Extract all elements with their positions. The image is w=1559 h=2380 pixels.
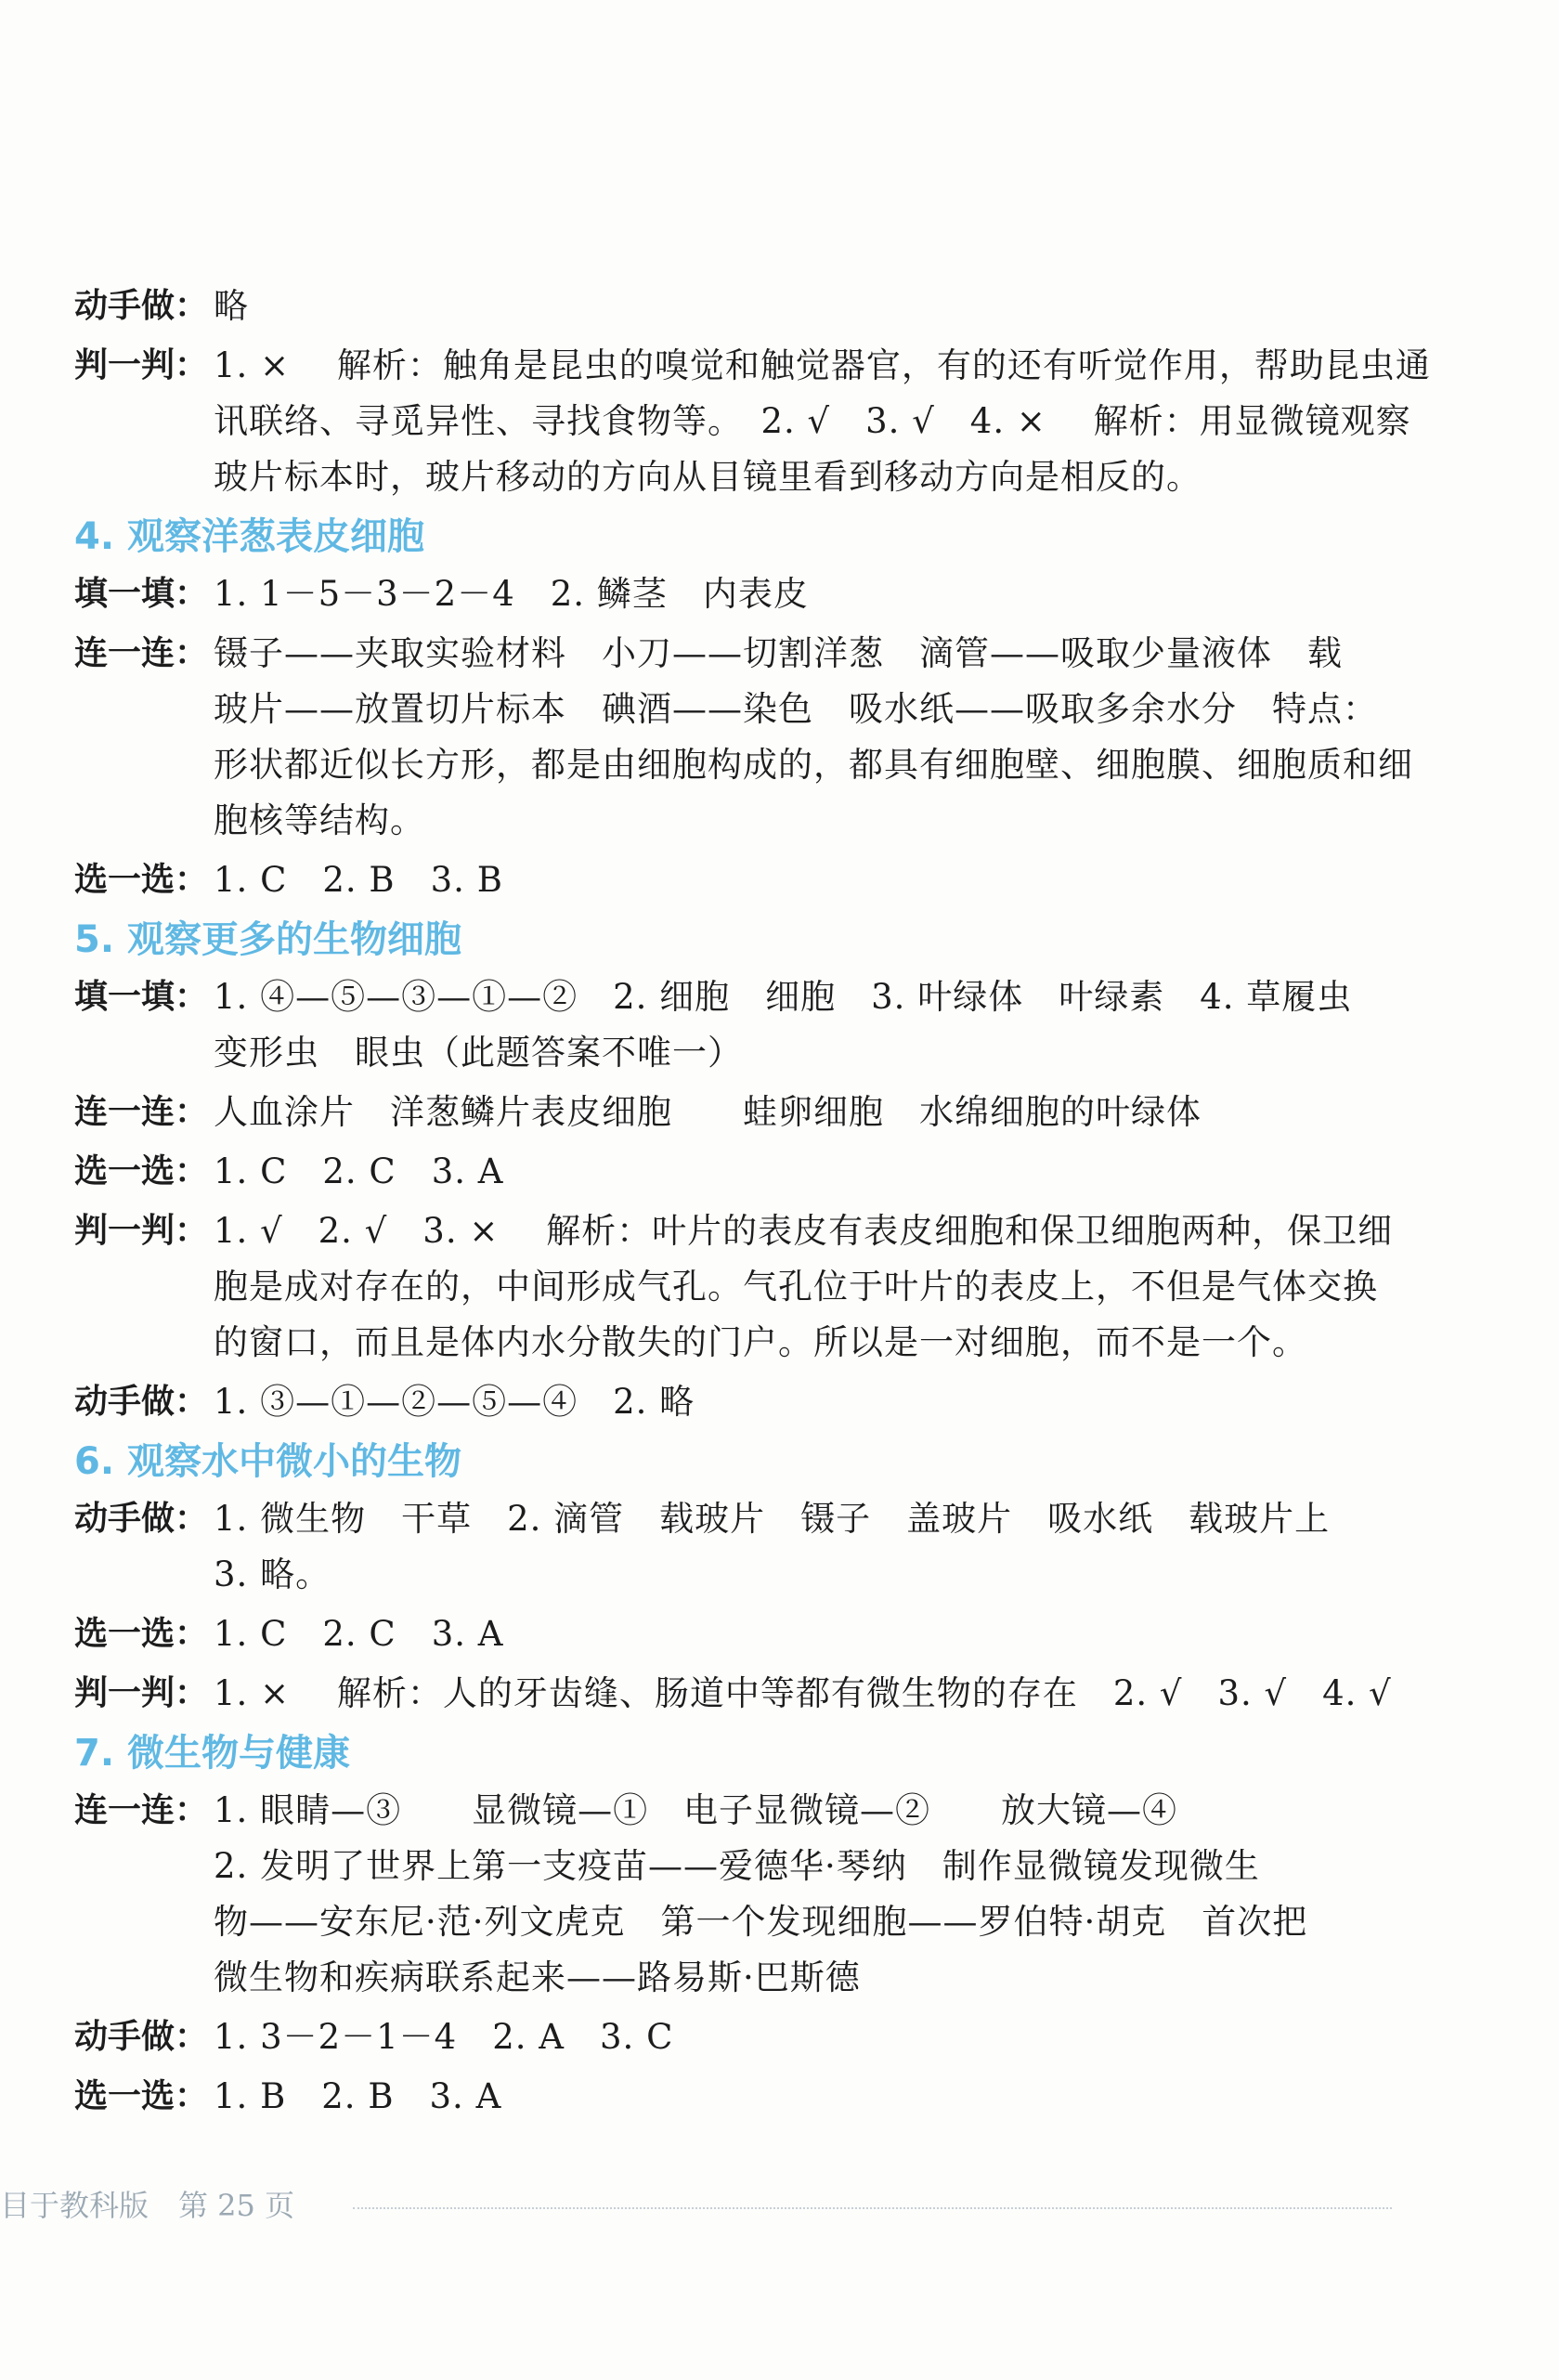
answer-line: 镊子——夹取实验材料 小刀——切割洋葱 滴管——吸取少量液体 载 [214, 633, 1343, 673]
question-type-label: 动手做： [74, 287, 209, 325]
question-type-label: 判一判： [74, 1674, 209, 1712]
question-type-label: 选一选： [74, 1615, 209, 1653]
answer-line: 玻片标本时，玻片移动的方向从目镜里看到移动方向是相反的。 [214, 457, 1202, 497]
answer-line: 物——安东尼·范·列文虎克 第一个发现细胞——罗伯特·胡克 首次把 [214, 1902, 1308, 1942]
answer-text [214, 1203, 1503, 1371]
section-heading: 5. 观察更多的生物细胞 [74, 918, 461, 961]
answer-row [74, 2009, 1503, 2065]
answer-line: 变形虫 眼虫（此题答案不唯一） [214, 1033, 743, 1073]
answer-text [214, 279, 1503, 334]
answer-text [214, 969, 1503, 1081]
answer-line: 1. × 解析：人的牙齿缝、肠道中等都有微生物的存在 2. √ 3. √ 4. √ [214, 1673, 1392, 1713]
answer-text [214, 852, 1503, 908]
answer-line: 1. 微生物 干草 2. 滴管 载玻片 镊子 盖玻片 吸水纸 载玻片上 [214, 1499, 1331, 1539]
question-type-label: 动手做： [74, 1383, 209, 1421]
answer-line: 1. C 2. C 3. A [214, 1614, 504, 1654]
answer-line: 形状都近似长方形，都是由细胞构成的，都具有细胞壁、细胞膜、细胞质和细 [214, 745, 1413, 785]
answer-line: 1. × 解析：触角是昆虫的嗅觉和触觉器官，有的还有听觉作用，帮助昆虫通 [214, 345, 1431, 385]
answer-row [74, 1783, 1503, 2006]
question-type-label: 填一填： [74, 575, 209, 613]
question-type-label: 连一连： [74, 1791, 209, 1829]
answer-row [74, 1666, 1503, 1722]
answer-text [214, 2069, 1503, 2125]
answer-row [74, 1085, 1503, 1140]
answer-row [74, 626, 1503, 849]
footer-dotted-rule [353, 2207, 1392, 2209]
answer-text [214, 626, 1503, 849]
answer-line: 的窗口，而且是体内水分散失的门户。所以是一对细胞，而不是一个。 [214, 1322, 1307, 1362]
answer-line: 1. C 2. C 3. A [214, 1151, 504, 1191]
answer-row [74, 338, 1503, 505]
answer-line: 微生物和疾病联系起来——路易斯·巴斯德 [214, 1957, 861, 1997]
question-type-label: 动手做： [74, 1500, 209, 1538]
answer-text [214, 566, 1503, 622]
answer-row [74, 1606, 1503, 1662]
question-type-label: 连一连： [74, 634, 209, 672]
answer-line: 1. C 2. B 3. B [214, 860, 503, 900]
question-type-label: 判一判： [74, 1212, 209, 1250]
answer-row [74, 1203, 1503, 1371]
answer-text [214, 2009, 1503, 2065]
answer-line: 1. ④—⑤—③—①—② 2. 细胞 细胞 3. 叶绿体 叶绿素 4. 草履虫 [214, 977, 1353, 1017]
answer-text [214, 338, 1503, 505]
answer-line: 2. 发明了世界上第一支疫苗——爱德华·琴纳 制作显微镜发现微生 [214, 1846, 1260, 1886]
answer-line: 讯联络、寻觅异性、寻找食物等。 2. √ 3. √ 4. × 解析：用显微镜观察 [214, 401, 1411, 441]
answer-text [214, 1666, 1503, 1722]
answer-row [74, 1374, 1503, 1430]
answer-text [214, 1783, 1503, 2006]
question-type-label: 动手做： [74, 2018, 209, 2056]
answer-row [74, 279, 1503, 334]
answer-row [74, 1144, 1503, 1200]
question-type-label: 填一填： [74, 978, 209, 1016]
answer-text [214, 1085, 1503, 1140]
answer-line: 玻片——放置切片标本 碘酒——染色 吸水纸——吸取多余水分 特点： [214, 689, 1378, 729]
answer-row [74, 969, 1503, 1081]
question-type-label: 选一选： [74, 1152, 209, 1190]
answer-row [74, 566, 1503, 622]
answer-line: 1. 1－5－3－2－4 2. 鳞茎 内表皮 [214, 574, 809, 614]
answer-line: 3. 略。 [214, 1554, 331, 1594]
answer-row [74, 2069, 1503, 2125]
answer-row [74, 1491, 1503, 1603]
answer-text [214, 1606, 1503, 1662]
answer-text [214, 1144, 1503, 1200]
answer-line: 胞核等结构。 [214, 800, 425, 840]
section-heading: 6. 观察水中微小的生物 [74, 1440, 461, 1483]
section-heading: 4. 观察洋葱表皮细胞 [74, 515, 424, 558]
question-type-label: 选一选： [74, 861, 209, 899]
answer-line: 1. √ 2. √ 3. × 解析：叶片的表皮有表皮细胞和保卫细胞两种，保卫细 [214, 1211, 1394, 1251]
page-footer [0, 2178, 294, 2233]
answer-line: 1. B 2. B 3. A [214, 2076, 502, 2116]
answer-text [214, 1374, 1503, 1430]
section-heading: 7. 微生物与健康 [74, 1732, 350, 1775]
answer-line: 1. 3－2－1－4 2. A 3. C [214, 2017, 674, 2057]
answer-line: 胞是成对存在的，中间形成气孔。气孔位于叶片的表皮上，不但是气体交换 [214, 1267, 1378, 1307]
answer-row [74, 852, 1503, 908]
answer-text [214, 1491, 1503, 1603]
question-type-label: 判一判： [74, 346, 209, 384]
answer-line: 略 [214, 286, 249, 326]
answer-line: 1. 眼睛—③ 显微镜—① 电子显微镜—② 放大镜—④ [214, 1790, 1178, 1830]
answer-line: 1. ③—①—②—⑤—④ 2. 略 [214, 1382, 695, 1422]
footer-text: 目于教科版 第 25 页 [0, 2188, 295, 2223]
question-type-label: 选一选： [74, 2077, 209, 2115]
question-type-label: 连一连： [74, 1093, 209, 1131]
answer-line: 人血涂片 洋葱鳞片表皮细胞 蛙卵细胞 水绵细胞的叶绿体 [214, 1092, 1202, 1132]
